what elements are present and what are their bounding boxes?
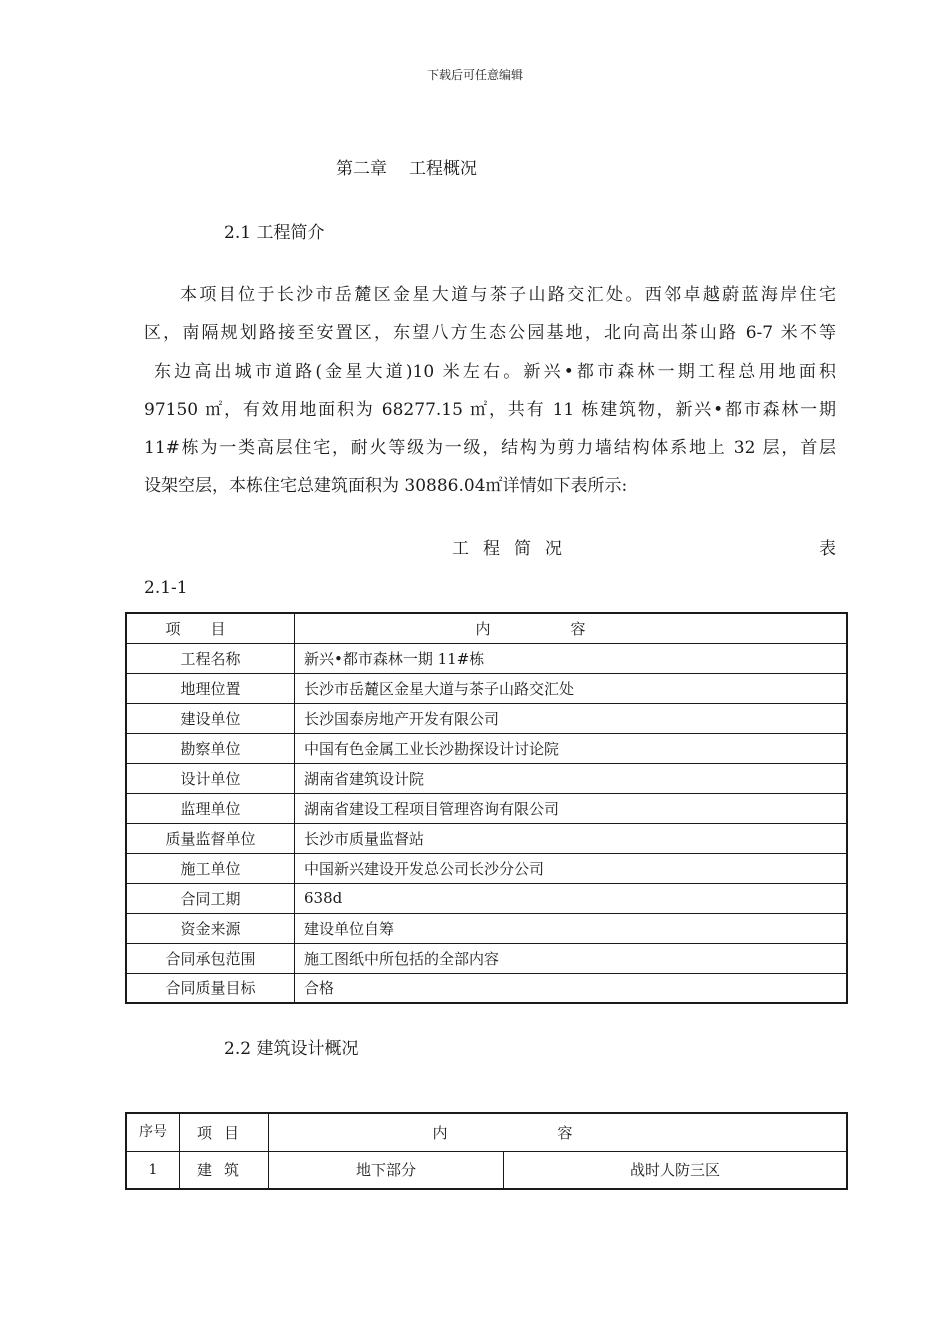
row-item: 质量监督单位 <box>126 823 295 853</box>
row-content: 合格 <box>295 973 848 1003</box>
header-content-label: 内容 <box>475 619 666 638</box>
row-content: 中国有色金属工业长沙勘探设计讨论院 <box>295 733 848 763</box>
intro-paragraph <box>144 276 836 506</box>
paragraph-line: 97150 ㎡，有效用地面积为 68277.15 ㎡，共有 11 栋建筑物，新兴•都市森林一期 <box>144 399 836 420</box>
row-value: 战时人防三区 <box>504 1151 848 1189</box>
row-serial: 1 <box>126 1151 180 1189</box>
table-row <box>126 673 847 703</box>
page-header-note: 下载后可任意编辑 <box>426 68 523 82</box>
row-content: 长沙国泰房地产开发有限公司 <box>295 703 848 733</box>
row-item: 地理位置 <box>126 673 295 703</box>
section-heading-2-2: 2.2 建筑设计概况 <box>224 1039 359 1059</box>
paragraph-line: 东边高出城市道路(金星大道)10 米左右。新兴•都市森林一期工程总用地面积 <box>154 361 836 382</box>
row-content: 中国新兴建设开发总公司长沙分公司 <box>295 853 848 883</box>
table1-caption-suffix: 表 <box>819 539 836 559</box>
table-row <box>126 643 847 673</box>
table-row <box>126 883 847 913</box>
row-item <box>180 1151 269 1189</box>
table-row <box>126 913 847 943</box>
chapter-title: 工程概况 <box>409 159 477 179</box>
row-item: 建设单位 <box>126 703 295 733</box>
row-content: 长沙市岳麓区金星大道与茶子山路交汇处 <box>295 673 848 703</box>
header-content-cell <box>295 613 848 643</box>
row-content: 638d <box>295 883 848 913</box>
row-item: 施工单位 <box>126 853 295 883</box>
row-item: 勘察单位 <box>126 733 295 763</box>
project-overview-table <box>125 612 848 1004</box>
architectural-design-table <box>125 1112 848 1190</box>
row-sub-item: 地下部分 <box>269 1151 504 1189</box>
table1-caption-number: 2.1-1 <box>144 578 188 598</box>
table-row <box>126 853 847 883</box>
row-item: 资金来源 <box>126 913 295 943</box>
row-content: 湖南省建筑设计院 <box>295 763 848 793</box>
table-row <box>126 1151 847 1189</box>
row-content: 新兴•都市森林一期 11#栋 <box>295 643 848 673</box>
row-content: 长沙市质量监督站 <box>295 823 848 853</box>
table1-caption-title: 工程简况 <box>452 539 576 559</box>
header-item-cell <box>126 613 295 643</box>
table-row <box>126 943 847 973</box>
paragraph-line: 设架空层，本栋住宅总建筑面积为 30886.04㎡详情如下表所示: <box>144 476 628 497</box>
row-item: 合同承包范围 <box>126 943 295 973</box>
row-item: 合同工期 <box>126 883 295 913</box>
row-item: 监理单位 <box>126 793 295 823</box>
header-item-label: 项目 <box>165 619 256 638</box>
table-row <box>126 973 847 1003</box>
table-row <box>126 823 847 853</box>
table-row <box>126 793 847 823</box>
paragraph-line: 11#栋为一类高层住宅，耐火等级为一级，结构为剪力墙结构体系地上 32 层，首层 <box>144 438 836 459</box>
header-item-label: 项目 <box>196 1123 251 1142</box>
chapter-number: 第二章 <box>336 159 387 179</box>
header-serial-cell: 序号 <box>126 1113 180 1151</box>
row-content: 湖南省建设工程项目管理咨询有限公司 <box>295 793 848 823</box>
table-row <box>126 703 847 733</box>
row-content: 建设单位自筹 <box>295 913 848 943</box>
table-header-row <box>126 1113 847 1151</box>
header-content-cell <box>269 1113 848 1151</box>
row-item: 合同质量目标 <box>126 973 295 1003</box>
row-content: 施工图纸中所包括的全部内容 <box>295 943 848 973</box>
header-content-label: 内容 <box>432 1123 683 1142</box>
table-row <box>126 733 847 763</box>
chapter-heading <box>336 154 477 179</box>
table-row <box>126 763 847 793</box>
paragraph-line: 本项目位于长沙市岳麓区金星大道与茶子山路交汇处。西邻卓越蔚蓝海岸住宅 <box>180 285 836 305</box>
paragraph-line: 区，南隔规划路接至安置区，东望八方生态公园基地，北向高出茶山路 6-7 米不等 <box>144 323 836 344</box>
section-heading-2-1: 2.1 工程简介 <box>224 223 325 243</box>
row-item-label: 建筑 <box>196 1161 251 1180</box>
header-item-cell <box>180 1113 269 1151</box>
table-header-row <box>126 613 847 643</box>
row-item: 工程名称 <box>126 643 295 673</box>
row-item: 设计单位 <box>126 763 295 793</box>
